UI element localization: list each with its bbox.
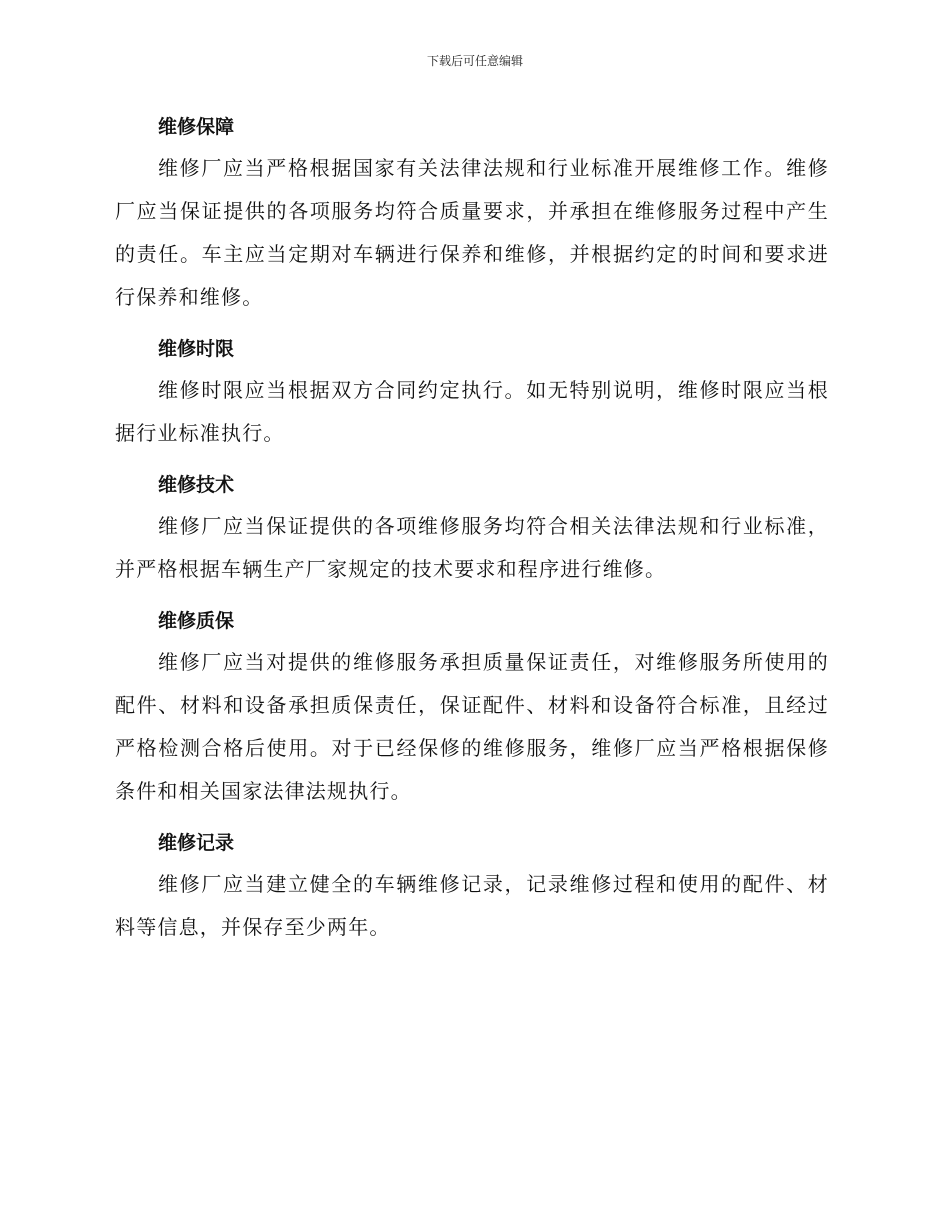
section-maintenance-time-limit xyxy=(115,329,829,455)
section-maintenance-records xyxy=(115,823,829,949)
section-heading: 维修时限 xyxy=(158,338,235,360)
section-maintenance-guarantee xyxy=(115,107,829,319)
section-paragraph: 维修时限应当根据双方合同约定执行。如无特别说明，维修时限应当根据行业标准执行。 xyxy=(115,378,829,445)
section-paragraph: 维修厂应当严格根据国家有关法律法规和行业标准开展维修工作。维修厂应当保证提供的各项服务均符合质量要求，并承担在维修服务过程中产生的责任。车主应当定期对车辆进行保养和维修，并根据约定的时间和要求进行保养和维修。 xyxy=(115,156,829,309)
page-header-note: 下载后可任意编辑 xyxy=(426,54,523,68)
section-maintenance-warranty xyxy=(115,601,829,813)
document-body xyxy=(115,107,829,959)
section-heading: 维修技术 xyxy=(158,474,235,496)
section-paragraph: 维修厂应当对提供的维修服务承担质量保证责任，对维修服务所使用的配件、材料和设备承担质保责任，保证配件、材料和设备符合标准，且经过严格检测合格后使用。对于已经保修的维修服务，维修厂应当严格根据保修条件和相关国家法律法规执行。 xyxy=(115,650,829,803)
section-maintenance-technology xyxy=(115,465,829,591)
section-heading: 维修保障 xyxy=(158,116,235,138)
section-paragraph: 维修厂应当保证提供的各项维修服务均符合相关法律法规和行业标准，并严格根据车辆生产厂家规定的技术要求和程序进行维修。 xyxy=(115,514,829,581)
section-heading: 维修记录 xyxy=(158,832,235,854)
section-heading: 维修质保 xyxy=(158,610,235,632)
section-paragraph: 维修厂应当建立健全的车辆维修记录，记录维修过程和使用的配件、材料等信息，并保存至少两年。 xyxy=(115,872,829,939)
